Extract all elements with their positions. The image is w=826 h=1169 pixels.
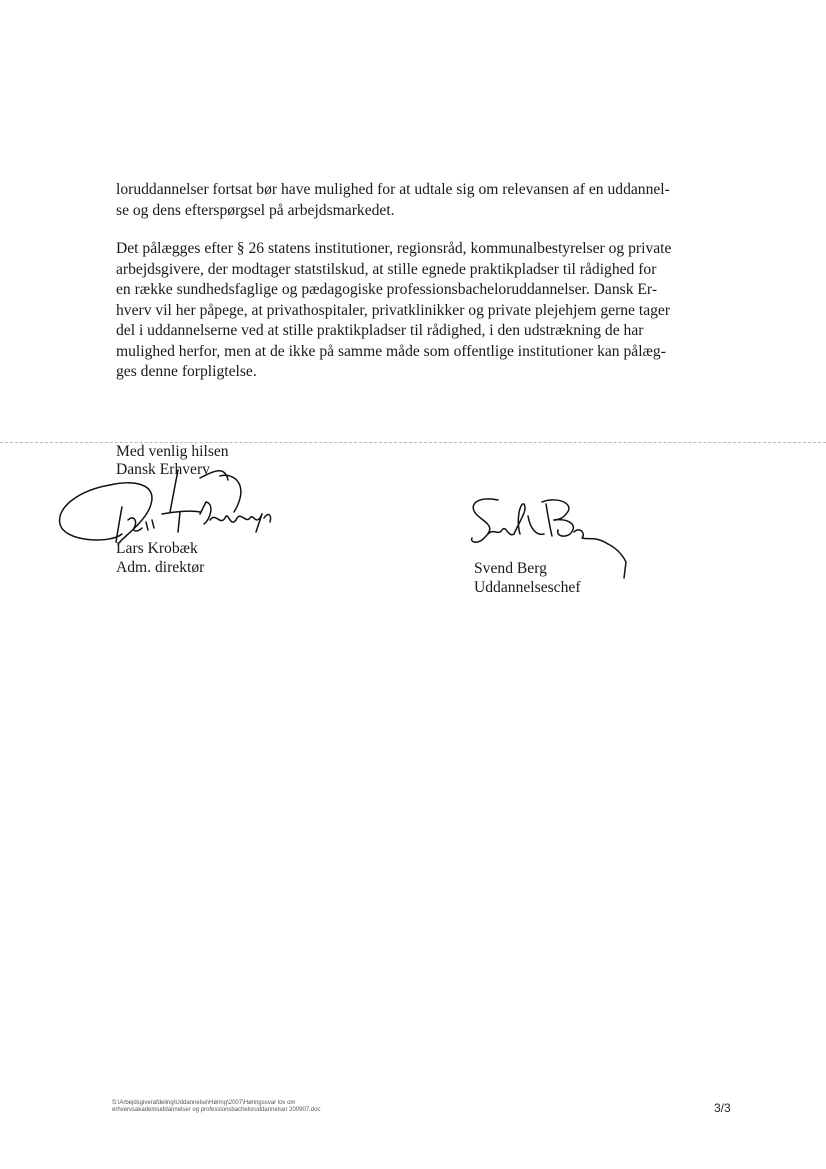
body-paragraph-1	[116, 180, 710, 221]
signatory-title: Adm. direktør	[116, 559, 205, 576]
text-line: en række sundhedsfaglige og pædagogiske professionsbacheloruddannelser. Dansk Er-	[116, 281, 658, 298]
signatory-title: Uddannelseschef	[474, 579, 581, 596]
closing-greeting: Med venlig hilsen	[116, 443, 229, 460]
closing-organization: Dansk Erhverv	[116, 461, 210, 478]
signatory-name: Lars Krobæk	[116, 540, 198, 557]
signatory-block-right	[474, 559, 581, 597]
signatory-block-left	[116, 539, 204, 577]
body-paragraph-2	[116, 239, 710, 383]
text-line: Det pålægges efter § 26 statens institutioner, regionsråd, kommunalbestyrelser og private	[116, 240, 672, 257]
text-line: loruddannelser fortsat bør have mulighed for at udtale sig om relevansen af en uddannel-	[116, 181, 670, 198]
text-line: mulighed herfor, men at de ikke på samme måde som offentlige institutioner kan pålæg-	[116, 342, 666, 360]
text-line: se og dens efterspørgsel på arbejdsmarkedet.	[116, 201, 395, 219]
text-line: arbejdsgivere, der modtager statstilskud, at stille egnede praktikpladser til rådighed for	[116, 260, 657, 278]
text-line: hverv vil her påpege, at privathospitaler, privatklinikker og private plejehjem gerne tager	[116, 301, 671, 319]
footer-file-path	[112, 1100, 432, 1114]
text-line: del i uddannelserne ved at stille praktikpladser til rådighed, i den udstrækning de har	[116, 322, 644, 339]
signatory-name: Svend Berg	[474, 560, 547, 577]
text-line: ges denne forpligtelse.	[116, 363, 257, 380]
footer-file-path-line: S:\Arbejdsgiverafdeling\Uddannelse\Høring\2007\Høringssvar lov om	[112, 1100, 296, 1106]
footer-file-path-line: erhvervsakademiuddannelser og professionsbacheloruddannelser 200907.doc	[112, 1107, 321, 1113]
page-number: 3/3	[714, 1101, 731, 1115]
